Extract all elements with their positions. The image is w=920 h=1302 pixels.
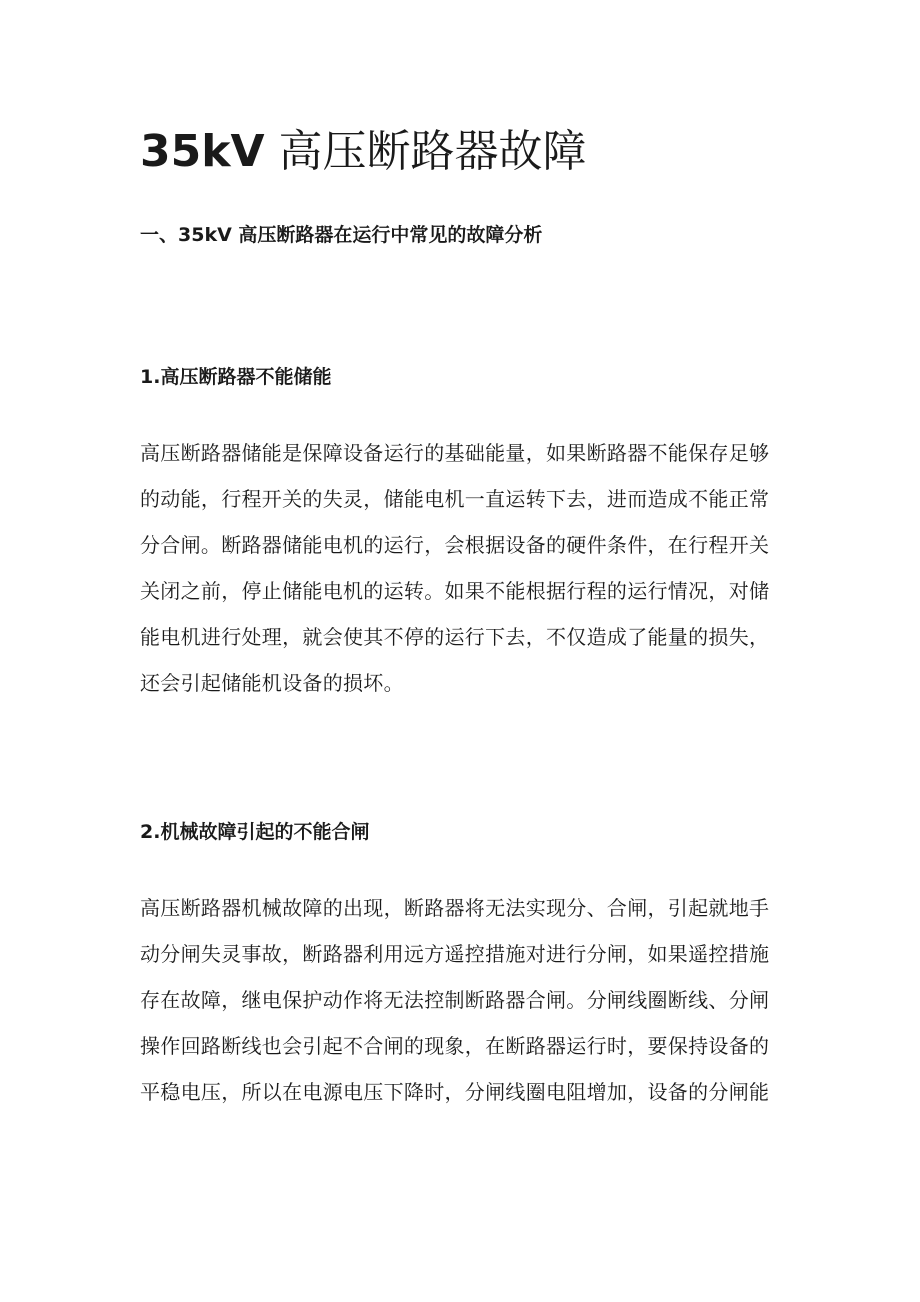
paragraph-line: 还会引起储能机设备的损坏。 bbox=[140, 671, 404, 695]
paragraph-line: 存在故障，继电保护动作将无法控制断路器合闸。分闸线圈断线、分闸 bbox=[140, 988, 770, 1012]
subsection-1-heading: 1.高压断路器不能储能 bbox=[140, 366, 332, 388]
section-heading: 一、35kV 高压断路器在运行中常见的故障分析 bbox=[140, 224, 543, 246]
paragraph-line: 高压断路器储能是保障设备运行的基础能量，如果断路器不能保存足够 bbox=[140, 441, 770, 465]
paragraph-line: 操作回路断线也会引起不合闸的现象，在断路器运行时，要保持设备的 bbox=[140, 1034, 770, 1058]
paragraph-line: 的动能，行程开关的失灵，储能电机一直运转下去，进而造成不能正常 bbox=[140, 487, 770, 511]
paragraph-line: 动分闸失灵事故，断路器利用远方遥控措施对进行分闸，如果遥控措施 bbox=[140, 942, 770, 966]
paragraph-line: 高压断路器机械故障的出现，断路器将无法实现分、合闸，引起就地手 bbox=[140, 896, 770, 920]
document-title bbox=[140, 120, 587, 184]
subsection-2-paragraph bbox=[140, 885, 790, 1115]
paragraph-line: 关闭之前，停止储能电机的运转。如果不能根据行程的运行情况，对储 bbox=[140, 579, 770, 603]
paragraph-line: 能电机进行处理，就会使其不停的运行下去，不仅造成了能量的损失， bbox=[140, 625, 770, 649]
paragraph-line: 平稳电压，所以在电源电压下降时，分闸线圈电阻增加，设备的分闸能 bbox=[140, 1080, 770, 1104]
subsection-1-paragraph bbox=[140, 430, 790, 706]
subsection-2-heading: 2.机械故障引起的不能合闸 bbox=[140, 821, 370, 843]
title-text: 高压断路器故障 bbox=[278, 126, 587, 177]
title-voltage: 35kV bbox=[140, 126, 265, 177]
paragraph-line: 分合闸。断路器储能电机的运行，会根据设备的硬件条件，在行程开关 bbox=[140, 533, 770, 557]
